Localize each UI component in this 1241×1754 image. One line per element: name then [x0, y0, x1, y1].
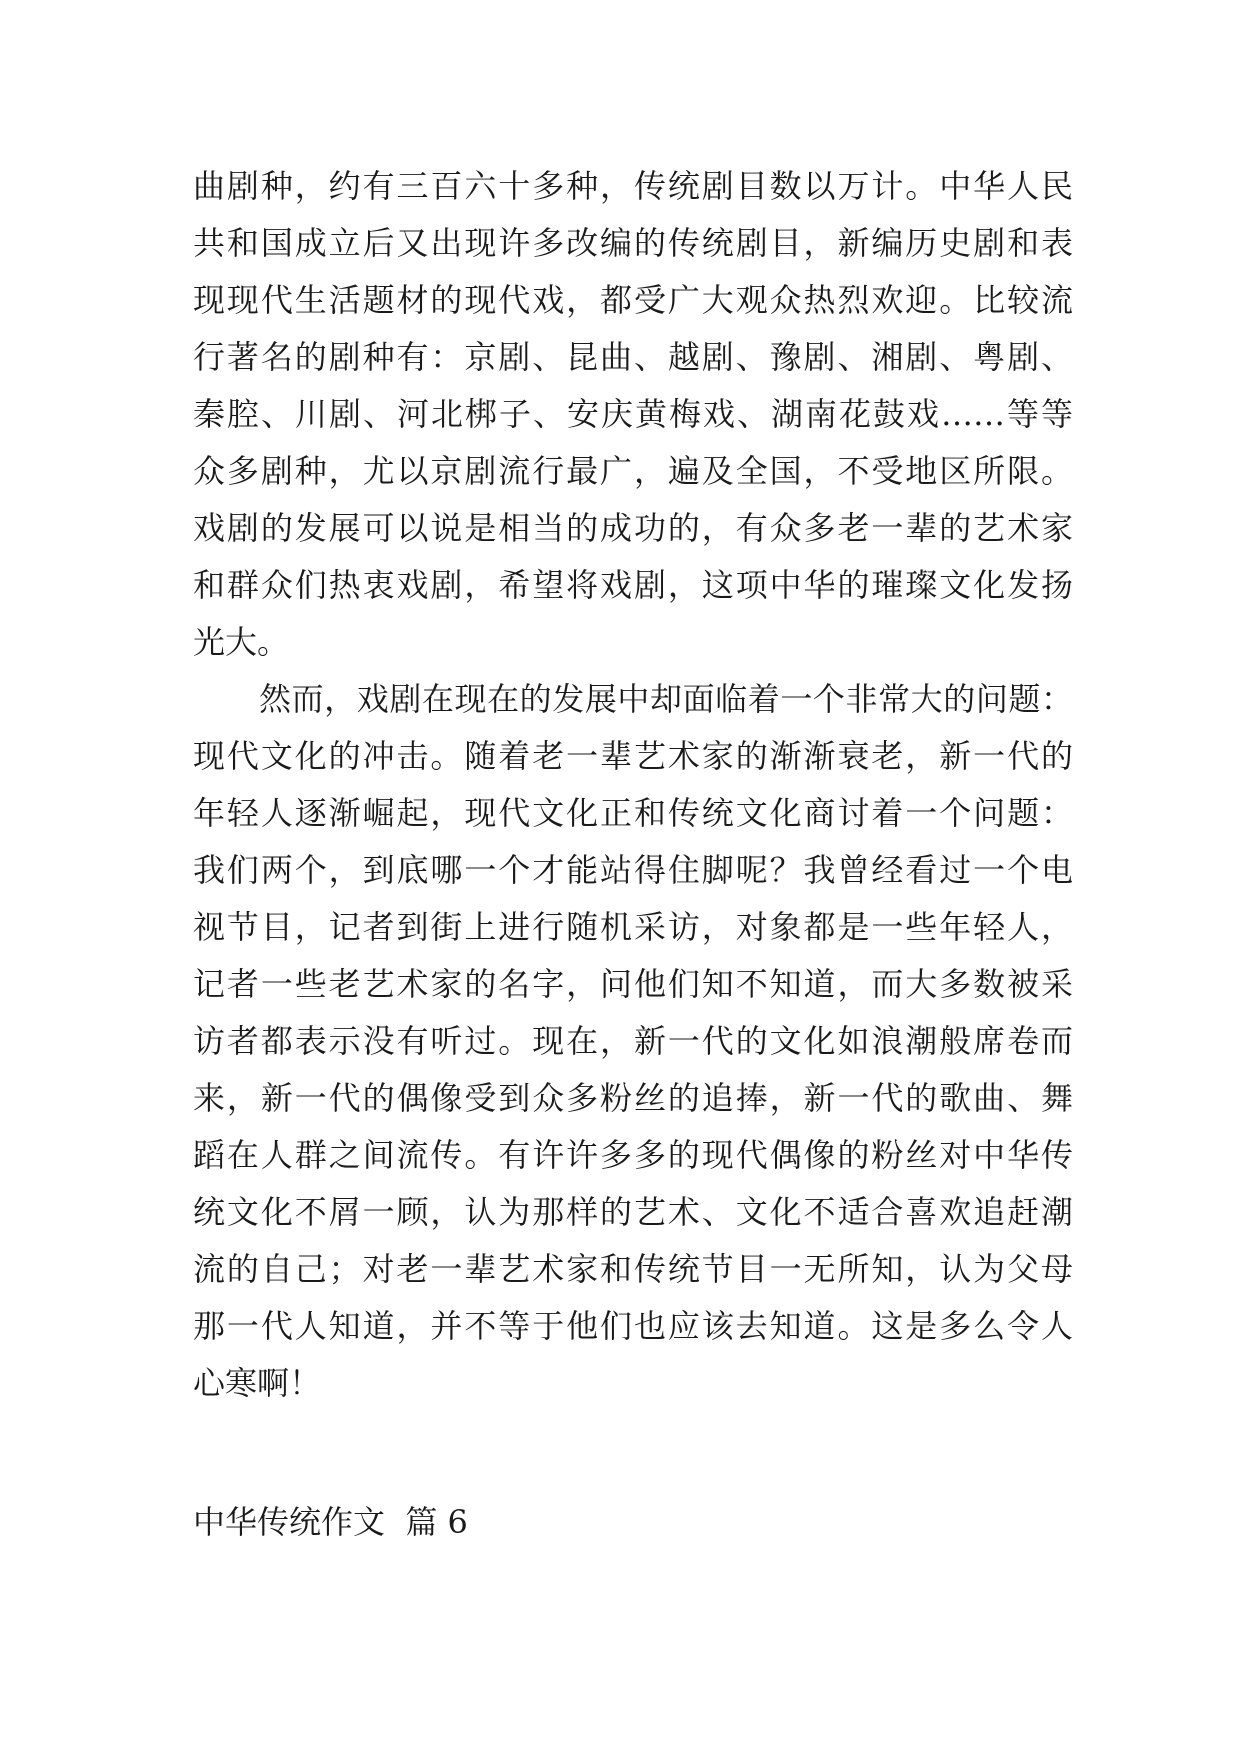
text-line: 共和国成立后又出现许多改编的传统剧目，新编历史剧和表 [193, 224, 1073, 262]
section-heading: 中华传统作文 篇 6 [193, 1503, 468, 1541]
text-line: 年轻人逐渐崛起，现代文化正和传统文化商讨着一个问题： [193, 794, 1073, 832]
text-line: 蹈在人群之间流传。有许许多多的现代偶像的粉丝对中华传 [193, 1136, 1073, 1174]
text-line: 心寒啊！ [193, 1364, 322, 1402]
paragraph-2 [193, 671, 1073, 1412]
text-line: 然而，戏剧在现在的发展中却面临着一个非常大的问题： [259, 680, 1073, 718]
paragraph-1 [193, 158, 1073, 671]
text-line: 秦腔、川剧、河北梆子、安庆黄梅戏、湖南花鼓戏……等等 [193, 395, 1073, 433]
text-line: 记者一些老艺术家的名字，问他们知不知道，而大多数被采 [193, 965, 1073, 1003]
text-line: 流的自己；对老一辈艺术家和传统节目一无所知，认为父母 [193, 1250, 1073, 1288]
text-line: 那一代人知道，并不等于他们也应该去知道。这是多么令人 [193, 1307, 1073, 1345]
text-line: 来，新一代的偶像受到众多粉丝的追捧，新一代的歌曲、舞 [193, 1079, 1073, 1117]
text-line: 光大。 [193, 623, 290, 661]
text-line: 行著名的剧种有：京剧、昆曲、越剧、豫剧、湘剧、粤剧、 [193, 338, 1073, 376]
text-line: 统文化不屑一顾，认为那样的艺术、文化不适合喜欢追赶潮 [193, 1193, 1073, 1231]
text-line: 众多剧种，尤以京剧流行最广，遍及全国，不受地区所限。 [193, 452, 1073, 490]
text-line: 戏剧的发展可以说是相当的成功的，有众多老一辈的艺术家 [193, 509, 1073, 547]
document-body [193, 158, 1073, 1412]
text-line: 视节目，记者到街上进行随机采访，对象都是一些年轻人， [193, 908, 1073, 946]
text-line: 我们两个，到底哪一个才能站得住脚呢？我曾经看过一个电 [193, 851, 1073, 889]
text-line: 现现代生活题材的现代戏，都受广大观众热烈欢迎。比较流 [193, 281, 1073, 319]
text-line: 访者都表示没有听过。现在，新一代的文化如浪潮般席卷而 [193, 1022, 1073, 1060]
text-line: 现代文化的冲击。随着老一辈艺术家的渐渐衰老，新一代的 [193, 737, 1073, 775]
text-line: 曲剧种，约有三百六十多种，传统剧目数以万计。中华人民 [193, 167, 1073, 205]
text-line: 和群众们热衷戏剧，希望将戏剧，这项中华的璀璨文化发扬 [193, 566, 1073, 604]
